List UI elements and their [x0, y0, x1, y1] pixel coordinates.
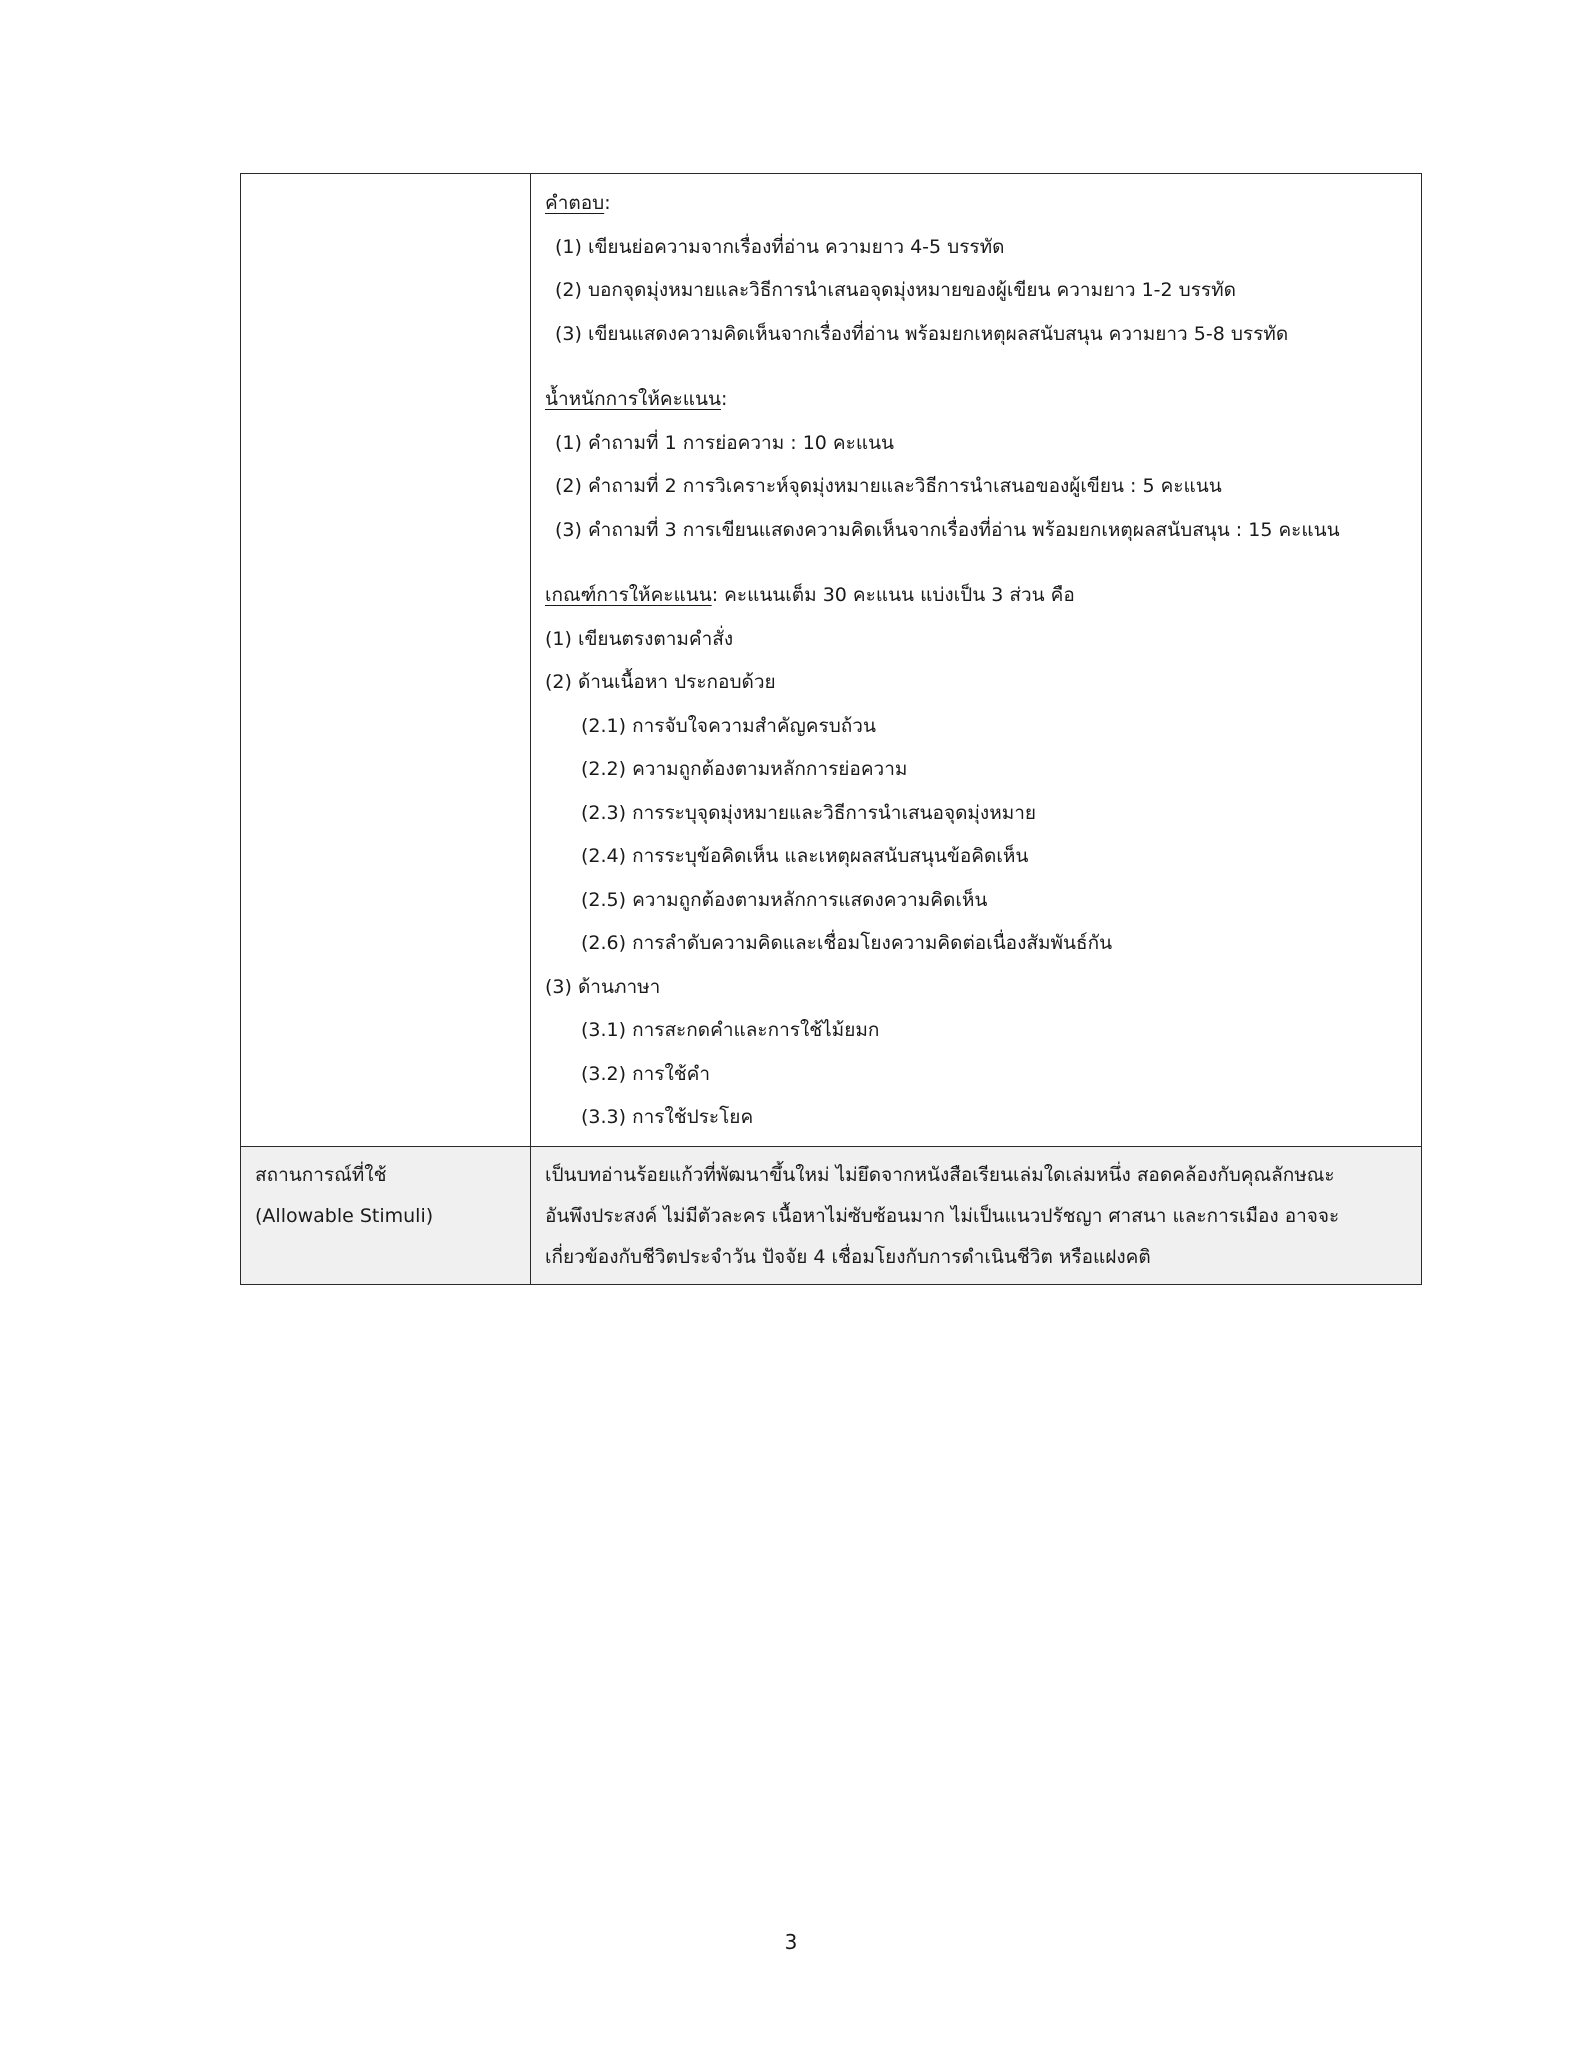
weight-heading-suffix: : — [721, 388, 728, 410]
weight-item-1: (1) คำถามที่ 1 การย่อความ : 10 คะแนน — [555, 431, 895, 454]
weight-item-2: (2) คำถามที่ 2 การวิเคราะห์จุดมุ่งหมายและวิธีการนำเสนอของผู้เขียน : 5 คะแนน — [555, 475, 1222, 497]
answer-item-1: (1) เขียนย่อความจากเรื่องที่อ่าน ความยาว 4-5 บรรทัด — [555, 235, 1005, 258]
rubric-table — [240, 173, 1422, 1285]
criteria-item-2-2: (2.2) ความถูกต้องตามหลักการย่อความ — [581, 758, 908, 780]
scoring-content-cell — [531, 174, 1422, 1147]
criteria-heading-suffix: : คะแนนเต็ม 30 คะแนน แบ่งเป็น 3 ส่วน คือ — [711, 584, 1075, 606]
criteria-heading: เกณฑ์การให้คะแนน — [545, 584, 712, 606]
criteria-item-3-1: (3.1) การสะกดคำและการใช้ไม้ยมก — [581, 1019, 880, 1041]
criteria-item-2-5: (2.5) ความถูกต้องตามหลักการแสดงความคิดเห็น — [581, 888, 988, 911]
stimuli-label-cell — [241, 1146, 531, 1284]
criteria-item-3-3: (3.3) การใช้ประโยค — [581, 1106, 754, 1128]
answer-item-3: (3) เขียนแสดงความคิดเห็นจากเรื่องที่อ่าน พร้อมยกเหตุผลสนับสนุน ความยาว 5-8 บรรทัด — [555, 322, 1289, 345]
criteria-item-2-4: (2.4) การระบุข้อคิดเห็น และเหตุผลสนับสนุนข้อคิดเห็น — [581, 845, 1029, 867]
criteria-item-1: (1) เขียนตรงตามคำสั่ง — [545, 627, 734, 650]
answer-heading: คำตอบ — [545, 192, 605, 214]
stimuli-line-3: เกี่ยวข้องกับชีวิตประจำวัน ปัจจัย 4 เชื่อมโยงกับการดำเนินชีวิต หรือแฝงคติ — [545, 1245, 1151, 1268]
criteria-item-3-2: (3.2) การใช้คำ — [581, 1062, 711, 1085]
stimuli-label-en: (Allowable Stimuli) — [255, 1204, 434, 1227]
page-number: 3 — [784, 1930, 798, 1954]
criteria-item-3: (3) ด้านภาษา — [545, 975, 661, 998]
scoring-row — [241, 174, 1422, 1147]
weight-item-3: (3) คำถามที่ 3 การเขียนแสดงความคิดเห็นจากเรื่องที่อ่าน พร้อมยกเหตุผลสนับสนุน : 15 คะแนน — [555, 518, 1340, 541]
scoring-label-cell — [241, 174, 531, 1147]
criteria-item-2-3: (2.3) การระบุจุดมุ่งหมายและวิธีการนำเสนอจุดมุ่งหมาย — [581, 801, 1037, 824]
weight-heading: น้ำหนักการให้คะแนน — [545, 388, 721, 410]
weight-heading-line — [545, 378, 1421, 422]
answer-heading-suffix: : — [604, 192, 611, 214]
criteria-item-2: (2) ด้านเนื้อหา ประกอบด้วย — [545, 671, 776, 693]
criteria-heading-line — [545, 574, 1421, 618]
stimuli-line-2: อันพึงประสงค์ ไม่มีตัวละคร เนื้อหาไม่ซับซ้อนมาก ไม่เป็นแนวปรัชญา ศาสนา และการเมือง อาจจะ — [545, 1204, 1340, 1227]
stimuli-line-1: เป็นบทอ่านร้อยแก้วที่พัฒนาขึ้นใหม่ ไม่ยึดจากหนังสือเรียนเล่มใดเล่มหนึ่ง สอดคล้องกับคุณลักษณะ — [545, 1163, 1335, 1186]
stimuli-content-cell — [531, 1146, 1422, 1284]
criteria-item-2-6: (2.6) การลำดับความคิดและเชื่อมโยงความคิดต่อเนื่องสัมพันธ์กัน — [581, 932, 1113, 954]
answer-item-2: (2) บอกจุดมุ่งหมายและวิธีการนำเสนอจุดมุ่งหมายของผู้เขียน ความยาว 1-2 บรรทัด — [555, 279, 1237, 301]
criteria-item-2-1: (2.1) การจับใจความสำคัญครบถ้วน — [581, 714, 876, 737]
stimuli-row — [241, 1146, 1422, 1284]
stimuli-label-th: สถานการณ์ที่ใช้ — [255, 1163, 387, 1186]
answer-heading-line — [545, 182, 1421, 226]
